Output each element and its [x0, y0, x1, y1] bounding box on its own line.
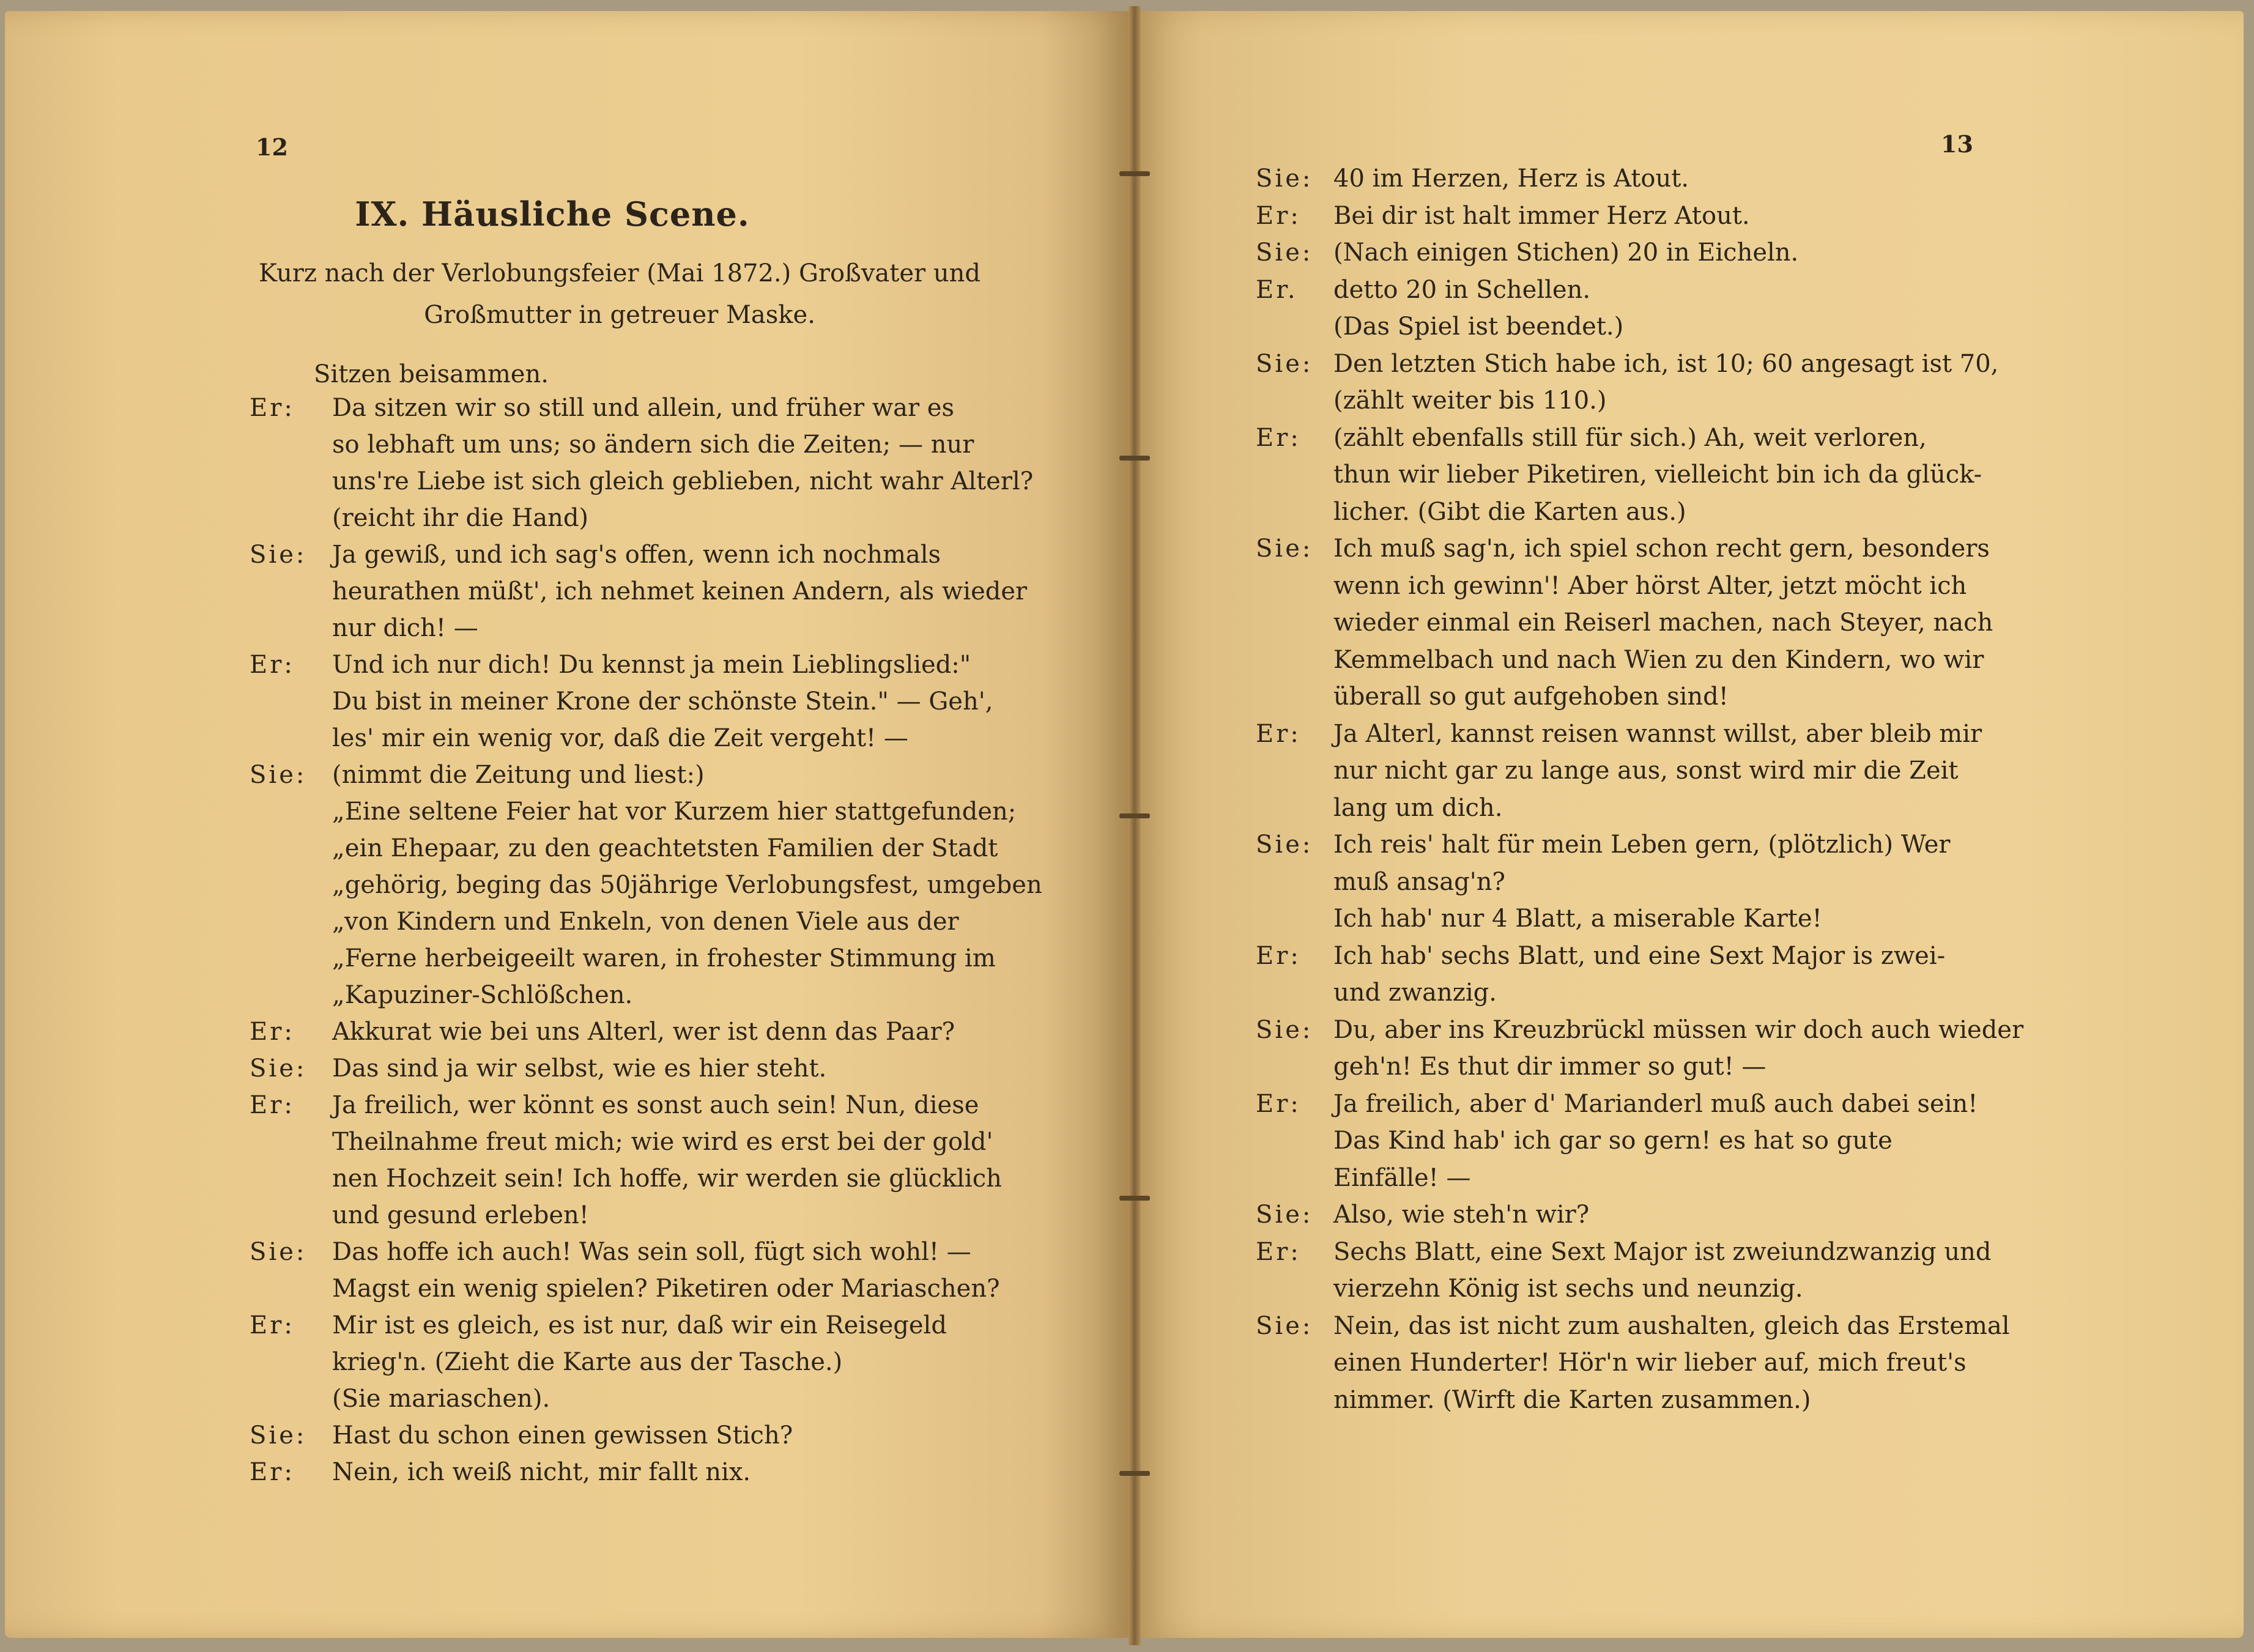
speaker-label: Er:: [1256, 201, 1301, 230]
dialogue-line: wenn ich gewinn'! Aber hörst Alter, jetzt möcht ich: [1333, 571, 1967, 600]
speaker-label: Er:: [250, 1018, 295, 1046]
speaker-label: Er:: [1256, 719, 1301, 748]
dialogue-line: Nein, das ist nicht zum aushalten, gleich das Erstemal: [1333, 1311, 2010, 1340]
dialogue-line: thun wir lieber Piketiren, vielleicht bin ich da glück-: [1333, 461, 1982, 489]
page-number: 13: [1941, 130, 1973, 158]
dialogue-line: „ein Ehepaar, zu den geachtetsten Familien der Stadt: [332, 834, 998, 862]
dialogue-line: Akkurat wie bei uns Alterl, wer ist denn das Paar?: [332, 1018, 955, 1046]
dialogue-line: Ja freilich, aber d' Marianderl muß auch dabei sein!: [1333, 1089, 1978, 1118]
dialogue-line: (zählt weiter bis 110.): [1333, 387, 1607, 415]
dialogue-line: nur nicht gar zu lange aus, sonst wird mir die Zeit: [1333, 757, 1959, 785]
dialogue-line: „Kapuziner-Schlößchen.: [332, 981, 633, 1009]
speaker-label: Er.: [1256, 275, 1298, 304]
binding-stitch: [1119, 1196, 1150, 1201]
dialogue-line: Da sitzen wir so still und allein, und früher war es: [332, 394, 954, 422]
speaker-label: Er:: [1256, 1237, 1301, 1266]
speaker-label: Er:: [1256, 941, 1301, 970]
dialogue-line: Und ich nur dich! Du kennst ja mein Lieblingslied:": [332, 651, 971, 679]
dialogue-line: nur dich! —: [332, 614, 478, 642]
dialogue-line: so lebhaft um uns; so ändern sich die Zeiten; — nur: [332, 431, 974, 459]
dialogue-line: krieg'n. (Zieht die Karte aus der Tasche.): [332, 1348, 843, 1376]
dialogue-line: Sechs Blatt, eine Sext Major ist zweiundzwanzig und: [1333, 1237, 1992, 1266]
dialogue-line: (reicht ihr die Hand): [332, 504, 589, 532]
book-spine: [1129, 6, 1141, 1645]
stage-direction: Sitzen beisammen.: [314, 360, 549, 388]
binding-stitch: [1119, 171, 1150, 176]
dialogue-line: Ich muß sag'n, ich spiel schon recht gern, besonders: [1333, 535, 1990, 563]
dialogue-line: uns're Liebe ist sich gleich geblieben, nicht wahr Alterl?: [332, 467, 1034, 495]
dialogue-line: „Eine seltene Feier hat vor Kurzem hier stattgefunden;: [332, 798, 1017, 826]
dialogue-line: geh'n! Es thut dir immer so gut! —: [1333, 1053, 1766, 1081]
dialogue-line: Das Kind hab' ich gar so gern! es hat so gute: [1333, 1127, 1893, 1155]
dialogue-line: Kemmelbach und nach Wien zu den Kindern, wo wir: [1333, 645, 1984, 674]
speaker-label: Sie:: [1256, 165, 1313, 193]
dialogue-line: Theilnahme freut mich; wie wird es erst bei der gold': [332, 1128, 993, 1156]
speaker-label: Er:: [250, 1091, 295, 1119]
right-page: [1136, 11, 2244, 1638]
speaker-label: Er:: [250, 394, 295, 422]
dialogue-line: (Sie mariaschen).: [332, 1385, 551, 1413]
dialogue-line: Nein, ich weiß nicht, mir fallt nix.: [332, 1458, 751, 1486]
dialogue-line: nen Hochzeit sein! Ich hoffe, wir werden sie glücklich: [332, 1165, 1002, 1193]
dialogue-line: und gesund erleben!: [332, 1201, 589, 1229]
speaker-label: Sie:: [1256, 239, 1313, 267]
dialogue-line: nimmer. (Wirft die Karten zusammen.): [1333, 1385, 1811, 1414]
dialogue-line: Ich hab' nur 4 Blatt, a miserable Karte!: [1333, 905, 1822, 933]
speaker-label: Sie:: [1256, 1201, 1313, 1229]
dialogue-line: les' mir ein wenig vor, daß die Zeit vergeht! —: [332, 724, 908, 752]
dialogue-line: Einfälle! —: [1333, 1163, 1471, 1192]
dialogue-line: Mir ist es gleich, es ist nur, daß wir ein Reisegeld: [332, 1311, 947, 1339]
left-page: [5, 11, 1130, 1638]
binding-stitch: [1119, 1471, 1150, 1476]
speaker-label: Sie:: [250, 1054, 307, 1083]
dialogue-line: Bei dir ist halt immer Herz Atout.: [1333, 201, 1750, 230]
dialogue-line: Magst ein wenig spielen? Piketiren oder Mariaschen?: [332, 1275, 1000, 1303]
speaker-label: Sie:: [1256, 1015, 1313, 1044]
dialogue-line: (nimmt die Zeitung und liest:): [332, 761, 705, 789]
speaker-label: Sie:: [1256, 1311, 1313, 1340]
dialogue-line: Den letzten Stich habe ich, ist 10; 60 angesagt ist 70,: [1333, 349, 1999, 378]
speaker-label: Sie:: [250, 541, 307, 569]
dialogue-line: Ja freilich, wer könnt es sonst auch sein! Nun, diese: [332, 1091, 979, 1119]
dialogue-line: (zählt ebenfalls still für sich.) Ah, weit verloren,: [1333, 423, 1927, 452]
dialogue-line: Das sind ja wir selbst, wie es hier steht.: [332, 1054, 827, 1083]
speaker-label: Er:: [250, 1458, 295, 1486]
speaker-label: Er:: [1256, 1089, 1301, 1118]
dialogue-line: Das hoffe ich auch! Was sein soll, fügt sich wohl! —: [332, 1238, 971, 1266]
dialogue-line: Ich hab' sechs Blatt, und eine Sext Major is zwei-: [1333, 941, 1946, 970]
speaker-label: Er:: [250, 1311, 295, 1339]
speaker-label: Sie:: [1256, 831, 1313, 859]
scene-subtitle: Kurz nach der Verlobungsfeier (Mai 1872.) Großvater und Großmutter in getreuer Maske.: [259, 259, 981, 329]
speaker-label: Sie:: [1256, 349, 1313, 378]
dialogue-line: „gehörig, beging das 50jährige Verlobungsfest, umgeben: [332, 871, 1042, 899]
scene-title: IX. Häusliche Scene.: [355, 194, 750, 234]
dialogue-line: Du bist in meiner Krone der schönste Stein." — Geh',: [332, 687, 993, 716]
binding-stitch: [1119, 813, 1150, 818]
binding-stitch: [1119, 456, 1150, 461]
dialogue-line: licher. (Gibt die Karten aus.): [1333, 497, 1686, 526]
speaker-label: Er:: [1256, 423, 1301, 452]
dialogue-line: (Das Spiel ist beendet.): [1333, 313, 1624, 341]
dialogue-line: Ich reis' halt für mein Leben gern, (plötzlich) Wer: [1333, 831, 1951, 859]
dialogue-line: Hast du schon einen gewissen Stich?: [332, 1421, 793, 1450]
speaker-label: Sie:: [250, 761, 307, 789]
speaker-label: Sie:: [250, 1421, 307, 1450]
dialogue-line: lang um dich.: [1333, 793, 1503, 822]
dialogue-line: Also, wie steh'n wir?: [1333, 1201, 1590, 1229]
dialogue-line: muß ansag'n?: [1333, 867, 1505, 896]
dialogue-line: vierzehn König ist sechs und neunzig.: [1333, 1275, 1803, 1303]
speaker-label: Sie:: [1256, 535, 1313, 563]
dialogue-line: einen Hunderter! Hör'n wir lieber auf, mich freut's: [1333, 1349, 1967, 1377]
dialogue-line: (Nach einigen Stichen) 20 in Eicheln.: [1333, 239, 1799, 267]
dialogue-line: wieder einmal ein Reiserl machen, nach Steyer, nach: [1333, 609, 1993, 637]
dialogue-line: Ja Alterl, kannst reisen wannst willst, aber bleib mir: [1333, 719, 1982, 748]
dialogue-line: heurathen müßt', ich nehmet keinen Andern, als wieder: [332, 577, 1028, 606]
dialogue-line: Du, aber ins Kreuzbrückl müssen wir doch auch wieder: [1333, 1015, 2024, 1044]
page-number: 12: [256, 133, 288, 161]
dialogue-line: „Ferne herbeigeeilt waren, in frohester Stimmung im: [332, 944, 996, 972]
dialogue-line: „von Kindern und Enkeln, von denen Viele aus der: [332, 908, 959, 936]
speaker-label: Sie:: [250, 1238, 307, 1266]
dialogue-line: 40 im Herzen, Herz is Atout.: [1333, 165, 1689, 193]
dialogue-line: detto 20 in Schellen.: [1333, 275, 1591, 304]
speaker-label: Er:: [250, 651, 295, 679]
dialogue-line: Ja gewiß, und ich sag's offen, wenn ich nochmals: [332, 541, 941, 569]
dialogue-line: und zwanzig.: [1333, 979, 1497, 1007]
dialogue-line: überall so gut aufgehoben sind!: [1333, 683, 1729, 711]
